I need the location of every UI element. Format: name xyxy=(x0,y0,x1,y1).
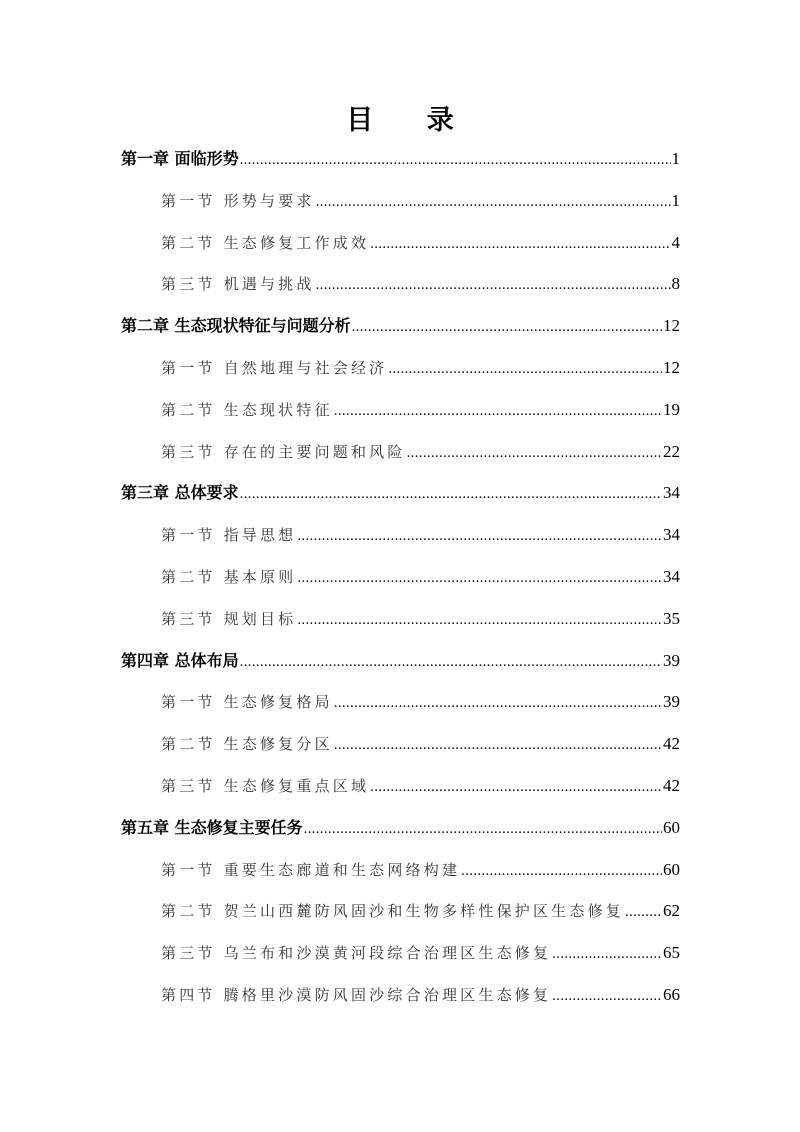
toc-entry-label: 第二节 生态现状特征 xyxy=(161,400,333,419)
dot-leader xyxy=(552,981,662,1011)
toc-section-1-1[interactable] xyxy=(121,186,680,228)
toc-entry-label: 第一节 重要生态廊道和生态网络构建 xyxy=(161,860,461,879)
toc-page-number: 4 xyxy=(671,232,680,252)
toc-section-2-3[interactable] xyxy=(121,437,680,479)
toc-section-5-3[interactable] xyxy=(121,938,680,980)
toc-page-number: 8 xyxy=(671,274,680,294)
toc-section-1-3[interactable] xyxy=(121,269,680,311)
dot-leader xyxy=(316,187,671,217)
dot-leader xyxy=(370,229,670,259)
dot-leader xyxy=(316,270,671,300)
toc-page-number: 19 xyxy=(663,399,680,419)
dot-leader xyxy=(334,688,662,718)
toc-entry-label: 第一章 面临形势 xyxy=(121,149,239,168)
toc-section-1-2[interactable] xyxy=(121,228,680,270)
toc-section-3-1[interactable] xyxy=(121,520,680,562)
toc-section-3-3[interactable] xyxy=(121,604,680,646)
dot-leader xyxy=(240,647,662,677)
toc-page-number: 22 xyxy=(663,441,680,461)
toc-entry-label: 第一节 形势与要求 xyxy=(161,191,315,210)
toc-section-5-4[interactable] xyxy=(121,980,680,1022)
dot-leader xyxy=(334,396,662,426)
toc-entry-label: 第三章 总体要求 xyxy=(121,483,239,503)
toc-entry-label: 第一节 生态修复格局 xyxy=(161,693,333,712)
toc-chapter-3[interactable] xyxy=(121,478,680,520)
toc-page-number: 1 xyxy=(671,190,680,210)
toc-page-number: 39 xyxy=(663,650,680,670)
toc-chapter-1[interactable] xyxy=(121,144,680,186)
toc-entry-label: 第二节 生态修复分区 xyxy=(161,735,333,754)
toc-entry-label: 第一节 指导思想 xyxy=(161,526,297,545)
toc-entry-label: 第二节 贺兰山西麓防风固沙和生物多样性保护区生态修复 xyxy=(161,902,624,921)
toc-section-4-1[interactable] xyxy=(121,687,680,729)
toc-entry-label: 第三节 机遇与挑战 xyxy=(161,275,315,294)
dot-leader xyxy=(352,312,662,342)
toc-section-5-2[interactable] xyxy=(121,896,680,938)
toc-page-number: 35 xyxy=(663,608,680,628)
toc-page-number: 65 xyxy=(663,943,680,963)
dot-leader xyxy=(297,563,662,593)
toc-entry-label: 第三节 生态修复重点区域 xyxy=(161,776,370,795)
toc-page-number: 39 xyxy=(663,692,680,712)
toc-page-number: 62 xyxy=(663,901,680,921)
toc-page-number: 12 xyxy=(663,357,680,377)
toc-page-number: 60 xyxy=(663,817,680,837)
toc-page-number: 34 xyxy=(663,525,680,545)
dot-leader xyxy=(388,354,662,384)
toc-chapter-4[interactable] xyxy=(121,646,680,688)
toc-entry-label: 第三节 规划目标 xyxy=(161,609,297,628)
toc-section-4-3[interactable] xyxy=(121,771,680,813)
dot-leader xyxy=(407,438,662,468)
dot-leader xyxy=(625,897,662,927)
dot-leader xyxy=(297,605,662,635)
toc-section-2-2[interactable] xyxy=(121,395,680,437)
toc-chapter-2[interactable] xyxy=(121,311,680,353)
toc-page-number: 42 xyxy=(663,775,680,795)
dot-leader xyxy=(240,145,671,175)
toc-page-number: 66 xyxy=(663,984,680,1004)
toc-entry-label: 第四节 腾格里沙漠防风固沙综合治理区生态修复 xyxy=(161,985,552,1004)
toc-section-3-2[interactable] xyxy=(121,562,680,604)
toc-section-5-1[interactable] xyxy=(121,855,680,897)
toc-section-2-1[interactable] xyxy=(121,353,680,395)
toc-page-number: 42 xyxy=(663,734,680,754)
dot-leader xyxy=(370,772,662,802)
toc-entry-label: 第五章 生态修复主要任务 xyxy=(121,817,303,837)
dot-leader xyxy=(334,730,662,760)
toc-entry-label: 第三节 乌兰布和沙漠黄河段综合治理区生态修复 xyxy=(161,944,552,963)
dot-leader xyxy=(304,814,662,844)
toc-page-number: 1 xyxy=(671,149,680,168)
toc-chapter-5[interactable] xyxy=(121,813,680,855)
toc-entry-label: 第二章 生态现状特征与问题分析 xyxy=(121,316,351,336)
dot-leader xyxy=(552,939,662,969)
dot-leader xyxy=(240,479,662,509)
toc-section-4-2[interactable] xyxy=(121,729,680,771)
toc-page-number: 34 xyxy=(663,566,680,586)
toc-entry-label: 第二节 生态修复工作成效 xyxy=(161,233,370,252)
toc-entry-label: 第一节 自然地理与社会经济 xyxy=(161,358,388,377)
toc-entry-label: 第二节 基本原则 xyxy=(161,567,297,586)
toc-title: 目 录 xyxy=(346,105,476,136)
toc-entry-label: 第四章 总体布局 xyxy=(121,650,239,670)
toc-page-number: 34 xyxy=(663,483,680,503)
toc-entry-label: 第三节 存在的主要问题和风险 xyxy=(161,442,406,461)
toc-page-number: 12 xyxy=(663,316,680,336)
toc-page-number: 60 xyxy=(663,859,680,879)
table-of-contents xyxy=(121,144,680,1022)
dot-leader xyxy=(461,856,662,886)
dot-leader xyxy=(297,521,662,551)
